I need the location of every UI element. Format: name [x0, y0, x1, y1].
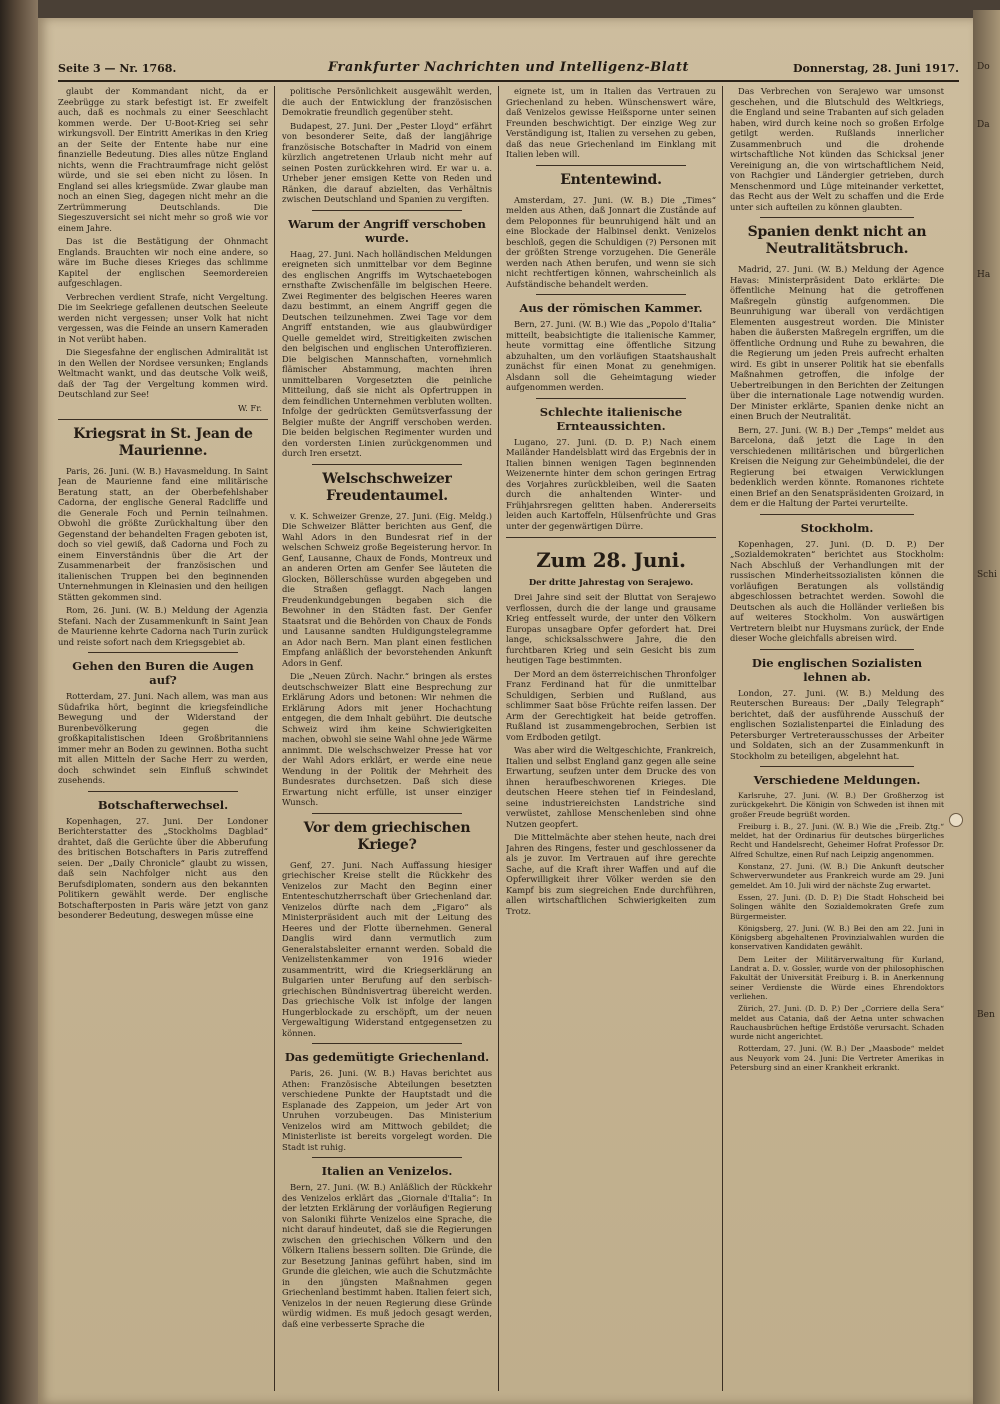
- fragment-text: Schi: [977, 570, 997, 580]
- paragraph: politische Persönlichkeit ausgewählt werden, die auch der Entwicklung der französischen Demokratie freundlich gegenüber steht.: [282, 86, 492, 117]
- divider: [312, 1043, 462, 1044]
- paragraph: Die Siegesfahne der englischen Admiralität ist in den Wellen der Nordsee versunken; Englands Weltmacht wankt, und das deutsche Volk weiß, daß der Tag der Vergeltung kommen wird. Deutschland zur See!: [58, 347, 268, 399]
- headline: Kriegsrat in St. Jean de Maurienne.: [73, 425, 253, 459]
- paragraph: Was aber wird die Weltgeschichte, Frankreich, Italien und selbst England ganz gegen alle seine Erwartung, seufzen unter dem Drucke des von ihnen heraufbeschworenen Krieges. Die deutschen Heere stehen tief in Feindesland, seine industriereichsten Landstriche sind verwüstet, zahllose Menschenleben sind ohne Nutzen geopfert.: [506, 745, 716, 829]
- column-rule: [498, 86, 499, 1391]
- headline: Botschafterwechsel.: [97, 797, 229, 812]
- divider: [58, 419, 268, 420]
- paragraph: Rom, 26. Juni. (W. B.) Meldung der Agenzia Stefani. Nach der Zusammenkunft in Saint Jean de Maurienne kehrte Cadorna nach Turin zurück und reiste sofort nach dem Kriegsgebiet ab.: [58, 605, 268, 647]
- divider: [760, 766, 914, 767]
- newspaper-page: [38, 18, 973, 1404]
- list-item: Konstanz, 27. Juni. (W. B.) Die Ankunft deutscher Schwerverwundeter aus Frankreich wurde am 29. Juni gemeldet. Am 10. Juli wird der nächste Zug erwartet.: [730, 862, 944, 890]
- fragment-text: Do: [977, 62, 990, 72]
- column-2: [282, 86, 492, 1391]
- issue-date: Donnerstag, 28. Juni 1917.: [792, 62, 959, 75]
- divider: [506, 537, 716, 538]
- page-header: [58, 58, 959, 82]
- list-item: Dem Leiter der Militärverwaltung für Kurland, Landrat a. D. v. Gossler, wurde von der philosophischen Fakultät der Universität Freiburg i. B. in Anerkennung seiner Verdienste die Würde eines Ehrendoktors verliehen.: [730, 954, 944, 1001]
- divider: [536, 294, 686, 295]
- divider: [88, 652, 238, 653]
- fragment-text: Da: [977, 120, 990, 130]
- paragraph: Rotterdam, 27. Juni. Nach allem, was man aus Südafrika hört, beginnt die kriegsfeindliche Bewegung und der Widerstand der Burenbevölkerung gegen die großkapitalistischen Ideen Großbritanniens immer mehr an Boden zu gewinnen. Botha sucht mit allen Mitteln der Sache Herr zu werden, doch schwindet sein Einfluß schwindet zusehends.: [58, 691, 268, 785]
- column-rule: [722, 86, 723, 1391]
- paragraph: Paris, 26. Juni. (W. B.) Havasmeldung. In Saint Jean de Maurienne fand eine militärische Beratung statt, an der Oberbefehlshaber Cadorna, der englische General Radcliffe und die Generale Foch und Pernin teilnahmen. Obwohl die größte Zurückhaltung über den Gegenstand der behandelten Fragen geboten ist, doch so viel gewiß, daß Cadorna und Foch zu einem Einverständnis über die Art der Zusammenarbeit der französischen und italienischen Truppen bei den beginnenden Unternehmungen in Kleinasien und den heiligen Stätten gekommen sind.: [58, 465, 268, 602]
- masthead: Frankfurter Nachrichten und Intelligenz-Blatt: [328, 60, 689, 75]
- column-3: [506, 86, 716, 1391]
- author-signature: W. Fr.: [237, 402, 262, 413]
- headline: Schlechte italienische Ernteaussichten.: [539, 404, 683, 433]
- list-item: Rotterdam, 27. Juni. (W. B.) Der „Maasbode“ meldet aus Neuyork vom 24. Juni: Die Vertreter Amerikas in Petersburg sind an einer Krankheit erkrankt.: [730, 1044, 944, 1073]
- divider: [312, 813, 462, 814]
- fragment-text: Ha: [977, 270, 991, 280]
- paragraph: Kopenhagen, 27. Juni. (D. D. P.) Der „Sozialdemokraten“ berichtet aus Stockholm: Nach Abschluß der Verhandlungen mit der russischen Minderheitssozialisten können die vorläufigen Beratungen als vollständig abgeschlossen betrachtet werden. Sowohl die Deutschen als auch die Holländer verließen bis auf weiteres Stockholm. Von auswärtigen Vertretern bleibt nur Huysmans zurück, der Ende dieser Woche gleichfalls abreisen wird.: [730, 538, 944, 643]
- subheadline: Der dritte Jahrestag von Serajewo.: [528, 578, 694, 588]
- paragraph: Das Verbrechen von Serajewo war umsonst geschehen, und die Blutschuld des Weltkriegs, die England und seine Trabanten auf sich geladen haben, wird durch keine noch so großen Erfolge getilgt werden. Rußlands innerlicher Zusammenbruch und die drohende wirtschaftliche Not künden das Schicksal jener Vereinigung an, die von wirtschaftlichem Neid, von Rachgier und Ländergier getrieben, durch Menschenmord und Lüge miteinander verkettet, das Recht aus der Welt zu schaffen und die Erde unter sich aufteilen zu können glaubten.: [730, 86, 944, 212]
- headline: Zum 28. Juni.: [536, 548, 686, 572]
- divider: [88, 791, 238, 792]
- paragraph: Drei Jahre sind seit der Bluttat von Serajewo verflossen, durch die der lange und grausame Krieg entfesselt wurde, der unter den Völkern Europas unsagbare Opfer gefordert hat. Drei lange, schicksalsschwere Jahre, die den furchtbaren Krieg und sein Gesicht bis zum heutigen Tage bestimmten.: [506, 592, 716, 665]
- headline: Vor dem griechischen Kriege?: [303, 819, 471, 853]
- paragraph: Madrid, 27. Juni. (W. B.) Meldung der Agence Havas: Ministerpräsident Dato erklärte: Die öffentliche Meinung hat die getroffenen Maßregeln günstig aufgenommen. Die Beunruhigung war überall von verdächtigen Elementen ausgestreut worden. Die Minister haben die äußersten Maßregeln ergriffen, um die öffentliche Ordnung und Ruhe zu bewahren, die die Regierung um jeden Preis aufrecht erhalten wird. Es gibt in unserer Politik hat sie ebenfalls Maßnahmen getroffen, die infolge der Uebertreibungen in den Berichten der Zeitungen über die internationale Lage notwendig wurden. Der Minister erklärte, Spanien denke nicht an einen Bruch der Neutralität.: [730, 264, 944, 421]
- headline: Aus der römischen Kammer.: [519, 301, 703, 315]
- paragraph: Genf, 27. Juni. Nach Auffassung hiesiger griechischer Kreise stellt die Rückkehr des Venizelos zur Macht den Beginn einer Ententeschutzherrschaft über Griechenland dar. Venizelos dürfte nach dem „Figaro“ als Ministerpräsident auch mit der Leitung des Heeres und der Flotte übernehmen. General Danglis wird dann vermutlich zum Generalstabsleiter ernannt werden. Sobald die Venizelistenkammer von 1916 wieder zusammentritt, wird die Kriegserklärung an Bulgarien unter Berufung auf den serbisch-griechischen Bündnisvertrag übereicht werden. Das griechische Volk ist infolge der langen Hungerblockade zu erschöpft, um der neuen Vergewaltigung Widerstand entgegensetzen zu können.: [282, 859, 492, 1038]
- paragraph: Bern, 27. Juni. (W. B.) Wie das „Popolo d'Italia“ mitteilt, beabsichtigte die italienische Kammer, heute vormittag eine öffentliche Sitzung abzuhalten, um den vorläufigen Staatshaushalt zunächst für einen Monat zu genehmigen. Alsdann soll die Geheimtagung wieder aufgenommen werden.: [506, 319, 716, 392]
- divider: [312, 210, 462, 211]
- paragraph: Kopenhagen, 27. Juni. Der Londoner Berichterstatter des „Stockholms Dagblad“ drahtet, daß die Gerüchte über die Abberufung des britischen Botschafters in Paris zutreffend seien. Der „Daily Chronicle“ glaubt zu wissen, daß sein Nachfolger nicht aus den Berufsdiplomaten, sondern aus den bekannten Politikern gewählt werde. Der englische Botschafterposten in Paris wäre jetzt von ganz besonderer Bedeutung, deswegen müsse eine: [58, 815, 268, 920]
- paragraph: Das ist die Bestätigung der Ohnmacht Englands. Brauchten wir noch eine andere, so wäre im Buche dieses Krieges das schlimme Kapitel der englischen Seemordereien aufgeschlagen.: [58, 236, 268, 288]
- headline: Spanien denkt nicht an Neutralitätsbruch.: [747, 224, 927, 257]
- page-number: Seite 3 — Nr. 1768.: [58, 62, 177, 75]
- paragraph: Verbrechen verdient Strafe, nicht Vergeltung. Die im Seekriege gefallenen deutschen Seeleute werden nicht vergessen; unser Volk hat nicht vergessen, was die Feinde an unsern Kameraden in Not verübt haben.: [58, 291, 268, 344]
- list-item: Zürich, 27. Juni. (D. D. P.) Der „Corriere della Sera“ meldet aus Catania, daß der Aetna unter schwachen Rauchausbrüchen heftige Erdstöße verursacht. Schaden wurde nicht angerichtet.: [730, 1004, 944, 1042]
- paragraph: Lugano, 27. Juni. (D. D. P.) Nach einem Mailänder Handelsblatt wird das Ergebnis der in Italien binnen wenigen Tagen beginnenden Weizenernte hinter dem schon geringen Ertrag des Vorjahres zurückbleiben, weil die Saaten durch die anhaltenden Winter- und Frühjahrsregen gelitten haben. Andererseits leiden auch Kartoffeln, Hülsenfrüchte und Gras unter der gegenwärtigen Dürre.: [506, 436, 716, 531]
- paragraph: Bern, 27. Juni. (W. B.) Anläßlich der Rückkehr des Venizelos erklärt das „Giornale d'Italia“: In der letzten Erklärung der vorläufigen Regierung von Saloniki führte Venizelos eine Sprache, die nicht darauf hindeutet, daß sie die Regierungen zwischen den griechischen Völkern und den Völkern Italiens bessern sollten. Die Gründe, die zur Besetzung Janinas geführt haben, sind im Grunde die gleichen, wie auch die Schutzmächte in den jüngsten Maßnahmen gegen Griechenland bestimmt haben. Italien feiert sich, Venizelos in der neuen Regierung diese Gründe würdig widmen. Es muß jedoch gesagt werden, daß eine verbesserte Sprache die: [282, 1182, 492, 1329]
- headline: Das gedemütigte Griechenland.: [284, 1050, 490, 1064]
- headline: Warum der Angriff verschoben wurde.: [288, 216, 486, 245]
- list-item: Königsberg, 27. Juni. (W. B.) Bei den am 22. Juni in Königsberg abgehaltenen Provinzialwahlen wurden die konservativen Kandidaten gewählt.: [730, 923, 944, 952]
- divider: [536, 165, 686, 166]
- paragraph: Bern, 27. Juni. (W. B.) Der „Temps“ meldet aus Barcelona, daß jetzt die Lage in den verschiedenen militärischen und bürgerlichen Kreisen die Neigung zur Geheimbündelei, die der Regierung bei etwaigen Verwicklungen bedenklich werden könnte. Romanones richtete einen Brief an den Senatspräsidenten Groizard, in dem er die Haltung der Partei verurteilte.: [730, 424, 944, 508]
- news-briefs: [730, 791, 944, 1072]
- adjacent-page-edge: [973, 10, 1000, 1404]
- list-item: Freiburg i. B., 27. Juni. (W. B.) Wie die „Freib. Ztg.“ meldet, hat der Ordinarius für deutsches bürgerliches Recht und Handelsrecht, Geheimer Hofrat Professor Dr. Alfred Schultze, einen Ruf nach Leipzig angenommen.: [730, 821, 944, 859]
- list-item: Essen, 27. Juni. (D. D. P.) Die Stadt Hohscheid bei Solingen wählte den Sozialdemokraten Grefe zum Bürgermeister.: [730, 892, 944, 921]
- list-item: Karlsruhe, 27. Juni. (W. B.) Der Großherzog ist zurückgekehrt. Die Königin von Schweden ist ihnen mit großer Freude begrüßt worden.: [730, 791, 944, 819]
- paragraph: London, 27. Juni. (W. B.) Meldung des Reuterschen Bureaus: Der „Daily Telegraph“ berichtet, daß der ausführende Ausschuß der englischen Sozialistenpartei die Einladung des Petersburger Vertreterausschusses der Arbeiter und Soldaten, sich an der Zusammenkunft in Stockholm zu beteiligen, abgelehnt hat.: [730, 687, 944, 761]
- divider: [760, 217, 914, 218]
- headline: Verschiedene Meldungen.: [753, 773, 921, 787]
- headline: Italien an Venizelos.: [321, 1164, 453, 1178]
- headline: Welschschweizer Freudentaumel.: [322, 470, 452, 504]
- divider: [760, 514, 914, 515]
- paragraph: Die „Neuen Zürch. Nachr.“ bringen als erstes deutschschweizer Blatt eine Besprechung zur Erklärung Adors und betonen: Wir nehmen die Erklärung Adors mit jener Hochachtung entgegen, die dem Inhalt gebührt. Die deutsche Schweiz wird ihm keine Schwierigkeiten machen, obwohl sie seine Wahl ohne jede Wärme annimmt. Die welschschweizer Presse hat vor der Wahl Adors erklärt, er werde eine neue Wendung in der Politik der Mehrheit des Bundesrates durchsetzen. Daß sich diese Erwartung nicht erfülle, ist unser einziger Wunsch.: [282, 671, 492, 807]
- paragraph: Amsterdam, 27. Juni. (W. B.) Die „Times“ melden aus Athen, daß Jonnart die Zustände auf dem Peloponnes für beunruhigend hält und an eine Blockade der Halbinsel denkt. Venizelos beschloß, gegen die Schuldigen (?) Personen mit der größten Strenge vorzugehen. Die Generäle werden nach Athen berufen, und wenn sie sich nicht rechtfertigen können, wahrscheinlich als Aufständische behandelt werden.: [506, 194, 716, 289]
- paragraph: eignete ist, um in Italien das Vertrauen zu Griechenland zu heben. Wünschenswert wäre, daß Venizelos gewisse Heißsporne unter seinen Freunden beschwichtigt. Der einzige Weg zur Verständigung ist, Italien zu versehen zu geben, daß das neue Griechenland im Einklang mit Italien leben will.: [506, 86, 716, 159]
- headline: Die englischen Sozialisten lehnen ab.: [751, 655, 923, 684]
- binding-hole: [949, 813, 963, 827]
- fragment-text: Ben: [977, 1010, 995, 1020]
- book-binding: [0, 0, 38, 1404]
- paragraph: v. K. Schweizer Grenze, 27. Juni. (Eig. Meldg.) Die Schweizer Blätter berichten aus Genf, die Wahl Adors in den Bundesrat rief in der welschen Schweiz große Begeisterung hervor. In Genf, Lausanne, Chaux de Fonds, Montreux und an anderen Orten am Genfer See läuteten die Glocken, Böllerschüsse wurden abgegeben und die Straßen geflaggt. Nach langen Freudenkundgebungen begaben sich die Bewohner in den Städten fast. Der Genfer Staatsrat und die Behörden von Chaux de Fonds und Lausanne sandten Huldigungstelegramme an Ador nach Bern. Man plant einen festlichen Empfang anläßlich der bevorstehenden Ankunft Adors in Genf.: [282, 510, 492, 668]
- divider: [760, 649, 914, 650]
- column-rule: [274, 86, 275, 1391]
- column-1: [58, 86, 268, 1391]
- paragraph: Haag, 27. Juni. Nach holländischen Meldungen ereigneten sich unmittelbar vor dem Beginne des englischen Angriffs im Wytschaetebogen ernsthafte Zwischenfälle im belgischen Heere. Zwei Regimenter des belgischen Heeres waren dazu bestimmt, an einem Angriff gegen die Deutschen teilzunehmen. Zwei Tage vor dem Angriff entstanden, wie aus glaubwürdiger Quelle gemeldet wird, Streitigkeiten zwischen den belgischen und englischen Unteroffizieren. Die belgischen Mannschaften, vornehmlich flämischer Abstammung, machten ihren unmittelbaren Vorgesetzten die peinliche Mitteilung, daß sie nicht als Opfertruppen in dem feindlichen Unternehmen verbluten wollten. Infolge der gedrückten Gemütsverfassung der Belgier mußte der Angriff verschoben werden. Die beiden belgischen Regimenter wurden und den vordersten Linien zurückgenommen und durch Iren ersetzt.: [282, 248, 492, 458]
- paragraph: Der Mord an dem österreichischen Thronfolger Franz Ferdinand hat für die unmittelbar Schuldigen, Serbien und Rußland, aus schlimmer Saat böse Früchte reifen lassen. Der Arm der Gerechtigkeit hat beide getroffen. Rußland ist zusammengebrochen, Serbien ist vom Erdboden getilgt.: [506, 668, 716, 742]
- headline: Stockholm.: [800, 520, 874, 535]
- divider: [312, 1157, 462, 1158]
- paragraph: Die Mittelmächte aber stehen heute, nach drei Jahren des Ringens, fester und geschlossener da als je zuvor. Im Vertrauen auf ihre gerechte Sache, auf die Kraft ihrer Waffen und auf die Opferwilligkeit ihrer Völker werden sie den Kampf bis zum siegreichen Ende durchführen, allen wirtschaftlichen Schwierigkeiten zum Trotz.: [506, 832, 716, 916]
- paragraph: Paris, 26. Juni. (W. B.) Havas berichtet aus Athen: Französische Abteilungen besetzten verschiedene Punkte der Hauptstadt und die Esplanade des Zappeion, um jeder Art von Unruhen vorzubeugen. Das Ministerium Venizelos wird am Mittwoch gebildet; die Ministerliste ist bereits vorgelegt worden. Die Stadt ist ruhig.: [282, 1068, 492, 1152]
- paragraph: glaubt der Kommandant nicht, da er Zeebrügge zu stark befestigt ist. Er zweifelt auch, daß es nochmals zu einer Seeschlacht kommen werde. Der U-Boot-Krieg sei sehr wirkungsvoll. Der Eintritt Amerikas in den Krieg an der Seite der Entente habe nur eine finanzielle Bedeutung. Dies alles nütze England nichts, wenn die Frachtraumfrage nicht gelöst würde, und sie sei eben nicht zu lösen. In England sei alles kriegsmüde. Zwar glaube man noch an einen Sieg, dagegen nicht mehr an die Zertrümmerung Deutschlands. Die Siegeszuversicht sei nicht mehr so groß wie vor einem Jahre.: [58, 86, 268, 233]
- headline: Gehen den Buren die Augen auf?: [72, 659, 254, 687]
- divider: [312, 464, 462, 465]
- headline: Ententewind.: [560, 171, 662, 188]
- paragraph: Budapest, 27. Juni. Der „Pester Lloyd“ erfährt von besonderer Seite, daß der langjährige französische Botschafter in Madrid von einem kürzlich angetretenen Urlaub nicht mehr auf seinen Posten zurückkehren wird. Er war u. a. Urheber jener emsigen Kette von Reden und Ränken, die darauf abzielten, das Verhältnis zwischen Deutschland und Spanien zu vergiften.: [282, 120, 492, 204]
- divider: [536, 398, 686, 399]
- column-4: [730, 86, 944, 1391]
